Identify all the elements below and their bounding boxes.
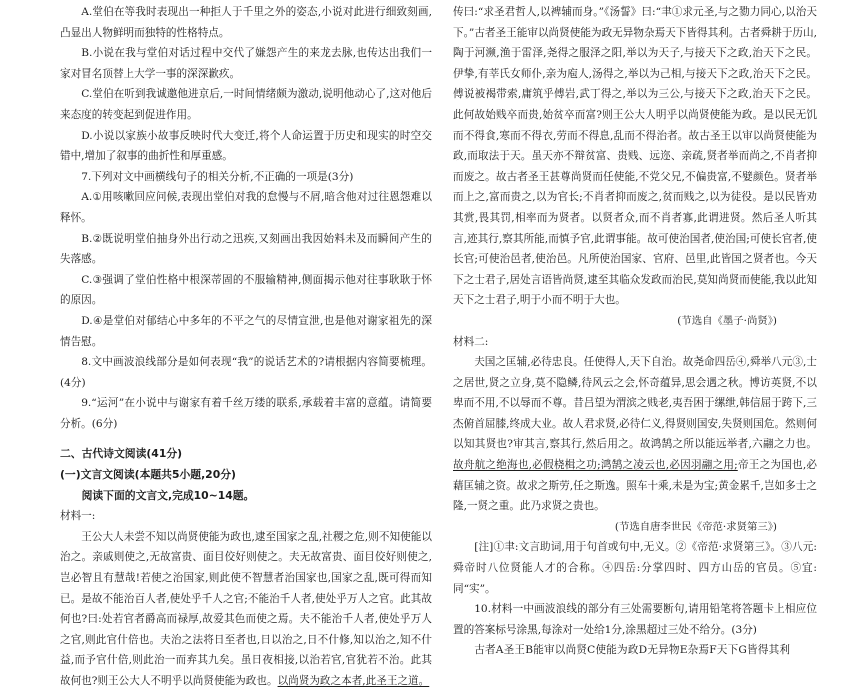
- q6-option-c: C.堂伯在听到我诚邀他进京后,一时间情绪颇为激动,说明他动心了,这对他后来态度的转变起到促进作用。: [60, 88, 432, 121]
- q10-stem: 10.材料一中画波浪线的部分有三处需要断句,请用铅笔将答题卡上相应位置的答案标号涂黑,每涂对一处给1分,涂黑超过三处不给分。(3分): [453, 603, 817, 636]
- material-1-body: 王公大人未尝不知以尚贤使能为政也,逮至国家之乱,社稷之危,则不知使能以治之。亲戚则使之,无故富贵、面目佼好则使之。夫无故富贵、面目佼好则使之,岂必智且有慧哉!若使之治国家,则此使不智慧者治国家也,国家之乱,既可得而知已。是故不能治百人者,使处乎千人之官;不能治千人者,使处乎万人之官。此其故何也?曰:处若官者爵高而禄厚,故爱其色而使之焉。夫不能治千人者,使处乎万人之官,则此官什倍也。夫治之法将日至者也,日以治之,日不什修,知以治之,知不什益,而予官什倍,则此治一而弃其九矣。虽日夜相接,以治若官,官犹若不治。此其故何也?则王公大人不明乎以尚贤使能为政也。: [60, 530, 432, 687]
- annotation-note: [注]①聿:文言助词,用于句首或句中,无义。②《帝范·求贤第三》。③八元:舜帝时八位贤能人才的合称。④四岳:分掌四时、四方山岳的官员。⑤宜:同“实”。: [453, 541, 817, 595]
- subsection-title: (一)文言文阅读(本题共5小题,20分): [60, 468, 236, 482]
- material-2-label: 材料二:: [453, 335, 489, 348]
- material-2-wavy-sentence: 故舟航之绝海也,必假桡楫之功;鸿鹄之凌云也,必因羽翮之用;: [453, 459, 738, 472]
- q6-option-b: B.小说在我与堂伯对话过程中交代了嫌怨产生的来龙去脉,也传达出我们一家对冒名顶替上大学一事的深深歉疚。: [60, 47, 432, 80]
- section-title: 二、古代诗文阅读(41分): [60, 447, 183, 461]
- material-2-ending: 帝王之为国也,必藉匡辅之资。故求之斯劳,任之斯逸。照车十乘,未是为宝;黄金累千,岂如多士之隆,一贤之重。此乃求贤之贵也。: [453, 459, 817, 513]
- spacer: [60, 434, 432, 444]
- material-2-body: 夫国之匡辅,必待忠良。任使得人,天下自治。故尧命四岳④,舜举八元③,士之居世,贤之立身,莫不隐鳞,待风云之会,怀奇蕴异,思会遇之秋。博访英贤,不以卑而不用,不以辱而不尊。昔吕望为渭滨之贱老,夷吾困于缧绁,韩信屈于跨下,三杰俯首屈膝,终成大业。故人君求贤,必待仁义,得贤则国安,失贤则国危。然则何以知其贤也?审其言,察其行,然后用之。故鸿鹄之所以能远举者,六翮之力也。: [453, 356, 817, 451]
- material-1-source: (节选自《墨子·尚贤》): [677, 314, 777, 327]
- q7-stem: 7.下列对文中画横线句子的相关分析,不正确的一项是(3分): [81, 170, 354, 183]
- q7-option-c: C.③强调了堂伯性格中根深蒂固的不服输精神,侧面揭示他对往事耿耿于怀的原因。: [60, 273, 432, 307]
- q7-option-d: D.④是堂伯对郁结心中多年的不平之气的尽情宣泄,也是他对谢家祖先的深情告慰。: [60, 314, 432, 348]
- material-1-label: 材料一:: [60, 510, 96, 523]
- q6-option-a: A.堂伯在等我时表现出一种拒人于千里之外的姿态,小说对此进行细致刻画,凸显出人物鲜明而独特的性格特点。: [60, 6, 432, 39]
- q8-stem: 8.文中画波浪线部分是如何表现“我”的说话艺术的?请根据内容简要梳理。(4分): [60, 356, 432, 389]
- q9-stem: 9.“运河”在小说中与谢家有着千丝万缕的联系,承载着丰富的意蕴。请简要分析。(6分): [60, 397, 432, 430]
- right-column: [453, 2, 817, 661]
- left-column: [60, 2, 432, 692]
- material-2-text: [453, 352, 817, 517]
- material-1-text: [60, 527, 432, 692]
- q10-answer-options: 古者A圣王B能审以尚贤C使能为政D无异物E杂焉F天下G皆得其利: [474, 644, 791, 657]
- q6-option-d: D.小说以家族小故事反映时代大变迁,将个人命运置于历史和现实的时空交错中,增加了叙事的曲折性和厚重感。: [60, 129, 432, 163]
- material-2-source: (节选自唐李世民《帝范·求贤第三》): [614, 520, 777, 533]
- reading-instruction: 阅读下面的文言文,完成10~14题。: [81, 488, 255, 502]
- q7-option-a: A.①用咳嗽回应问候,表现出堂伯对我的怠慢与不屑,暗含他对过往恩怨难以释怀。: [60, 191, 432, 224]
- material-1-continued: 传曰:“求圣君哲人,以裨辅而身。”《汤誓》曰:“聿①求元圣,与之勠力同心,以治天下。”古者圣王能审以尚贤使能为政无异物杂焉天下皆得其利。古者舜耕于历山,陶于河濒,渔于雷泽,尧得之服泽之阳,举以为天子,与接天下之政,治天下之民。伊挚,有莘氏女师仆,亲为庖人,汤得之,举以为己相,与接天下之政,治天下之民。傅说被褐带索,庸筑乎傅岩,武丁得之,举以为三公,与接天下之政,治天下之民。此何故始贱卒而贵,始贫卒而富?则王公大人明乎以尚贤使能为政。是以民无饥而不得食,寒而不得衣,劳而不得息,乱而不得治者。故古圣王以审以尚贤使能为政,而取法于天。虽天亦不辩贫富、贵贱、远迩、亲疏,贤者举而尚之,不肖者抑而废之。故古者圣王甚尊尚贤而任使能,不党父兄,不偏贵富,不嬖颜色。贤者举而上之,富而贵之,以为官长;不肖者抑而废之,贫而贱之,以为徒役。是以民皆劝其赏,畏其罚,相率而为贤者。以贤者众,而不肖者寡,此谓进贤。然后圣人听其言,迹其行,察其所能,而慎予官,此谓事能。故可使治国者,使治国;可使长官者,使长官;可使治邑者,使治邑。凡所使治国家、官府、邑里,此皆国之贤者也。今天下之士君子,居处言语皆尚贤,逮至其临众发政而治民,莫知尚贤而使能,我以此知天下之士君子,明于小而不明于大也。: [453, 6, 817, 307]
- q7-option-b: B.②既说明堂伯抽身外出行动之迅疾,又刻画出我因始料未及而瞬间产生的失落感。: [60, 232, 432, 266]
- material-1-underlined-sentence: 以尚贤为政之本者,此圣王之道。: [277, 675, 430, 687]
